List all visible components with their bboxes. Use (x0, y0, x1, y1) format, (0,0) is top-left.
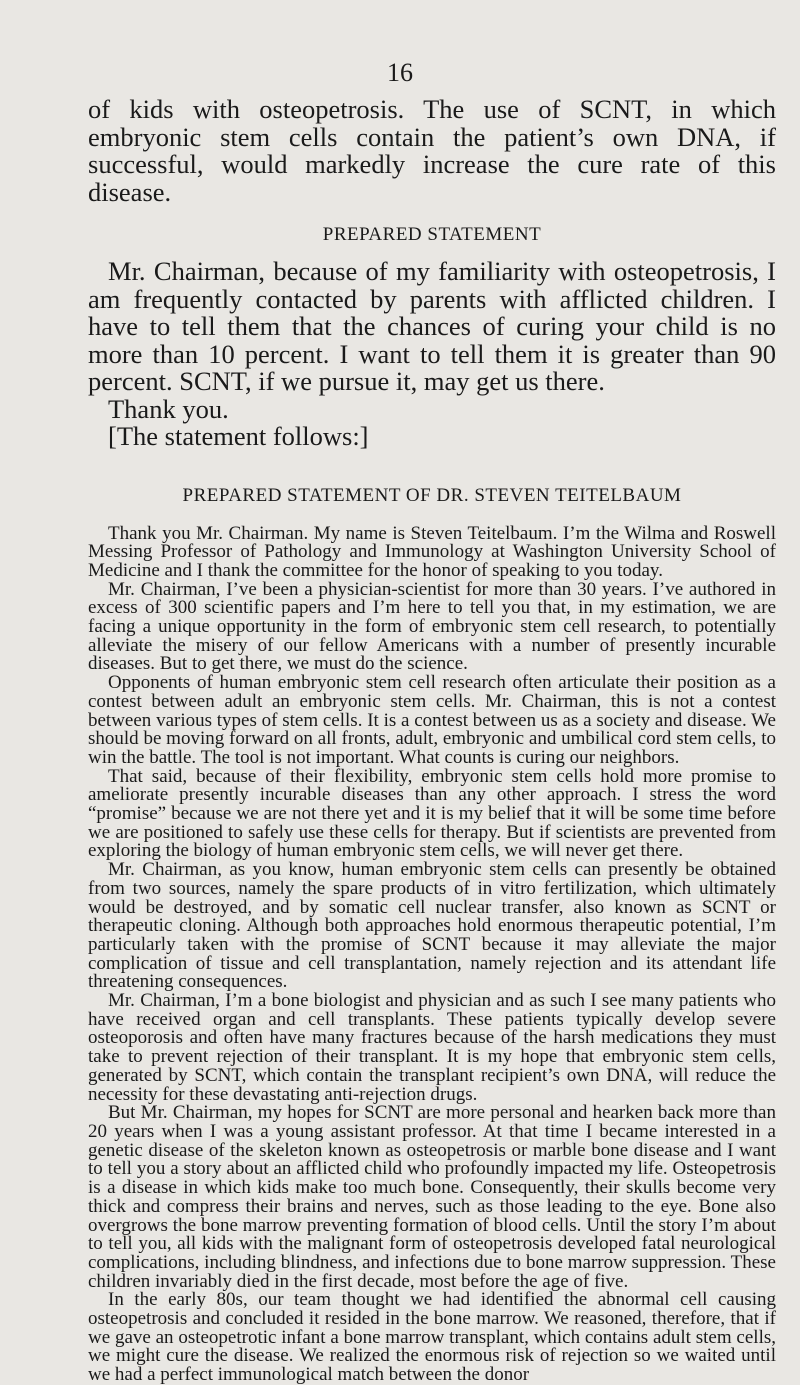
statement-paragraph: In the early 80s, our team thought we had identified the abnormal cell causing osteopetrosis and concluded it resided in the bone marrow. We reasoned, therefore, that if we gave an osteopetrotic infant a bone marrow transplant, which contains adult stem cells, we might cure the disease. We realized the enormous risk of rejection so we waited until we had a perfect immunological match between the donor (88, 1289, 776, 1385)
statement-paragraph: That said, because of their flexibility, embryonic stem cells hold more promise to ameliorate presently incurable diseases than any other approach. I stress the word “promise” because we are not there yet and it is my belief that it will be some time before we are positioned to safely use these cells for therapy. But if scientists are prevented from exploring the biology of human embryonic stem cells, we will never get there. (88, 765, 776, 862)
lead-section (88, 258, 776, 451)
statement-paragraph: Opponents of human embryonic stem cell research often articulate their position as a contest between adult an embryonic stem cells. Mr. Chairman, this is not a contest between various types of stem cells. It is a contest between us as a society and disease. We should be moving forward on all fronts, adult, embryonic and umbilical cord stem cells, to win the battle. The tool is not important. What counts is curing our neighbors. (88, 672, 776, 768)
prepared-statement-heading: PREPARED STATEMENT (322, 224, 542, 245)
statement-paragraph: Mr. Chairman, I’ve been a physician-scientist for more than 30 years. I’ve authored in excess of 300 scientific papers and I’m here to tell you that, in my estimation, we are facing a unique opportunity in the form of embryonic stem cell research, to potentially alleviate the misery of our fellow Americans with a number of presently incurable diseases. But to get there, we must do the science. (88, 578, 776, 675)
statement-body (88, 522, 776, 1385)
intro-paragraph: of kids with osteopetrosis. The use of SCNT, in which embryonic stem cells contain the patient’s own DNA, if successful, would markedly increase the cure rate of this disease. (88, 94, 776, 207)
statement-paragraph: But Mr. Chairman, my hopes for SCNT are more personal and hearken back more than 20 years when I was a young assistant professor. At that time I became interested in a genetic disease of the skeleton known as osteopetrosis or marble bone disease and I want to tell you a story about an afflicted child who profoundly impacted my life. Osteopetrosis is a disease in which kids make too much bone. Consequently, their skulls become very thick and compress their brains and nerves, such as those leading to the eye. Bone also overgrows the bone marrow preventing formation of blood cells. Until the story I’m about to tell you, all kids with the malignant form of osteopetrosis developed fatal neurological complications, including blindness, and infections due to bone marrow suppression. These children invariably died in the first decade, most before the age of five. (88, 1102, 776, 1292)
statement-paragraph: Mr. Chairman, I’m a bone biologist and physician and as such I see many patients who have received organ and cell transplants. These patients typically develop severe osteoporosis and often have many fractures because of the harsh medications they must take to prevent rejection of their transplant. It is my hope that embryonic stem cells, generated by SCNT, which contain the transplant recipient’s own DNA, will reduce the necessity for these devastating anti-rejection drugs. (88, 990, 776, 1105)
statement-paragraph: Thank you Mr. Chairman. My name is Steven Teitelbaum. I’m the Wilma and Roswell Messing Professor of Pathology and Immunology at Washington University School of Medicine and I thank the committee for the honor of speaking to you today. (88, 522, 776, 581)
teitelbaum-statement-heading: PREPARED STATEMENT OF DR. STEVEN TEITELBAUM (182, 484, 682, 506)
lead-paragraph: [The statement follows:] (108, 421, 369, 451)
lead-paragraph: Mr. Chairman, because of my familiarity with osteopetrosis, I am frequently contacted by parents with afflicted children. I have to tell them that the chances of curing your child is no more than 10 percent. I want to tell them it is greater than 90 percent. SCNT, if we pursue it, may get us there. (88, 256, 776, 396)
lead-paragraph: Thank you. (108, 393, 229, 424)
statement-paragraph: Mr. Chairman, as you know, human embryonic stem cells can presently be obtained from two sources, namely the spare products of in vitro fertilization, which ultimately would be destroyed, and by somatic cell nuclear transfer, also known as SCNT or therapeutic cloning. Although both approaches hold enormous therapeutic potential, I’m particularly taken with the promise of SCNT because it may alleviate the major complication of tissue and cell transplantation, namely rejection and its attendant life threatening consequences. (88, 859, 776, 993)
intro-section (88, 96, 776, 206)
page-number: 16 (387, 58, 413, 87)
